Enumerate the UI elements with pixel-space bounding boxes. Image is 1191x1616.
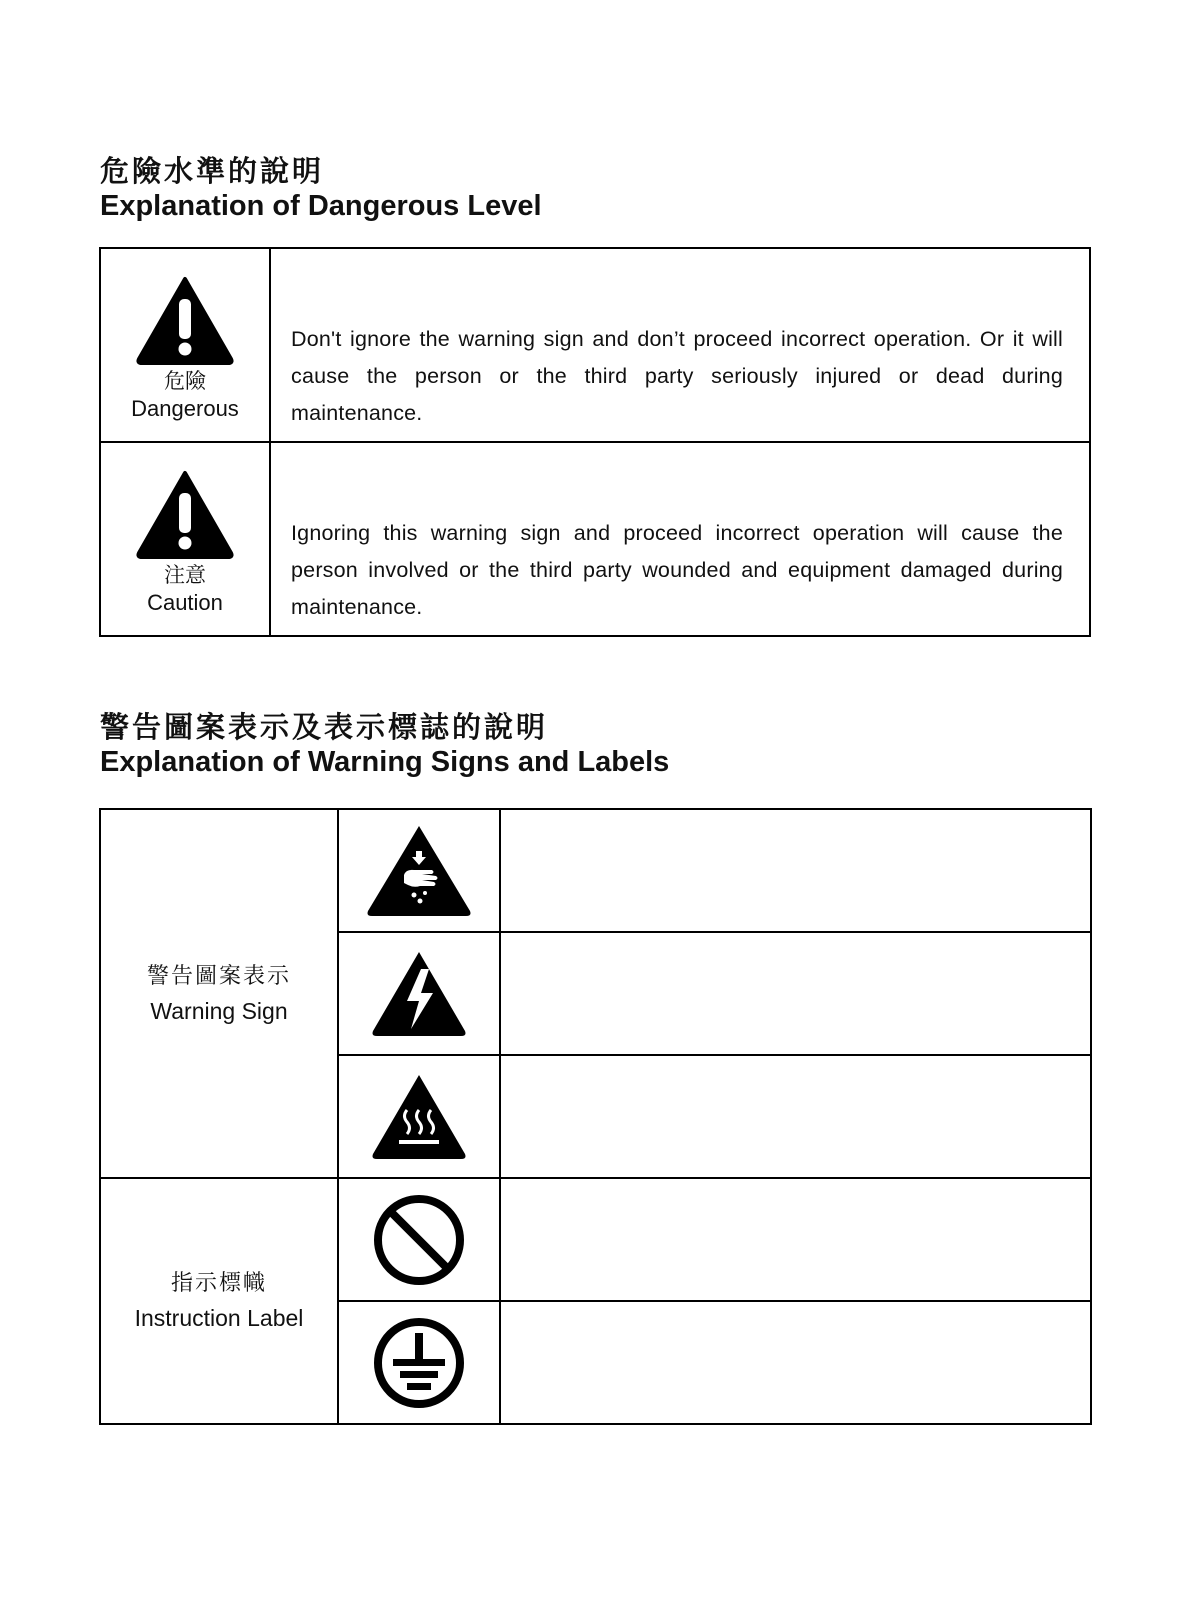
protective-earth-ground-icon [371, 1315, 467, 1411]
level-label-en: Dangerous [131, 396, 239, 421]
instruction-label-category [100, 1178, 338, 1424]
icon-cell [338, 1301, 500, 1424]
section-warning-signs-heading [100, 710, 669, 780]
sign-description-cell [500, 932, 1091, 1055]
level-label-zh: 危險 [164, 369, 206, 393]
hand-crush-warning-icon [364, 823, 474, 919]
warning-sign-category [100, 809, 338, 1178]
section-title-zh: 危險水準的說明 [100, 154, 325, 188]
section-dangerous-level-heading [100, 154, 542, 224]
level-description: Ignoring this warning sign and proceed incorrect operation will cause the person involved or the third party wounded and equipment damaged during maintenance. [270, 442, 1090, 636]
level-label-en: Caution [147, 590, 223, 615]
table-row [100, 809, 1091, 932]
warning-exclamation-icon [135, 275, 235, 365]
warning-signs-table [99, 808, 1092, 1425]
section-title-en: Explanation of Dangerous Level [100, 190, 542, 222]
icon-cell [338, 1055, 500, 1178]
section-title-zh: 警告圖案表示及表示標誌的說明 [100, 710, 549, 744]
section-title-en: Explanation of Warning Signs and Labels [100, 746, 670, 778]
table-row [100, 1178, 1091, 1301]
icon-cell [338, 932, 500, 1055]
hot-surface-warning-icon [369, 1072, 469, 1162]
label-description-cell [500, 1178, 1091, 1301]
level-cell-caution [100, 442, 270, 636]
category-label-en: Warning Sign [150, 997, 288, 1024]
category-label-zh: 指示標幟 [170, 1271, 267, 1296]
category-label-en: Instruction Label [134, 1305, 304, 1331]
warning-exclamation-icon [135, 469, 235, 559]
icon-cell [338, 809, 500, 932]
table-row [100, 442, 1090, 636]
table-row [100, 248, 1090, 442]
level-description: Don't ignore the warning sign and don’t proceed incorrect operation. Or it will cause the person or the third party seriously injured or dead during maintenance. [270, 248, 1090, 442]
sign-description-cell [500, 809, 1091, 932]
sign-description-cell [500, 1055, 1091, 1178]
level-cell-dangerous [100, 248, 270, 442]
dangerous-level-table [99, 247, 1091, 637]
prohibited-icon [371, 1192, 467, 1288]
category-label-zh: 警告圖案表示 [146, 963, 291, 989]
label-description-cell [500, 1301, 1091, 1424]
electric-shock-warning-icon [369, 949, 469, 1039]
icon-cell [338, 1178, 500, 1301]
level-label-zh: 注意 [164, 563, 206, 587]
